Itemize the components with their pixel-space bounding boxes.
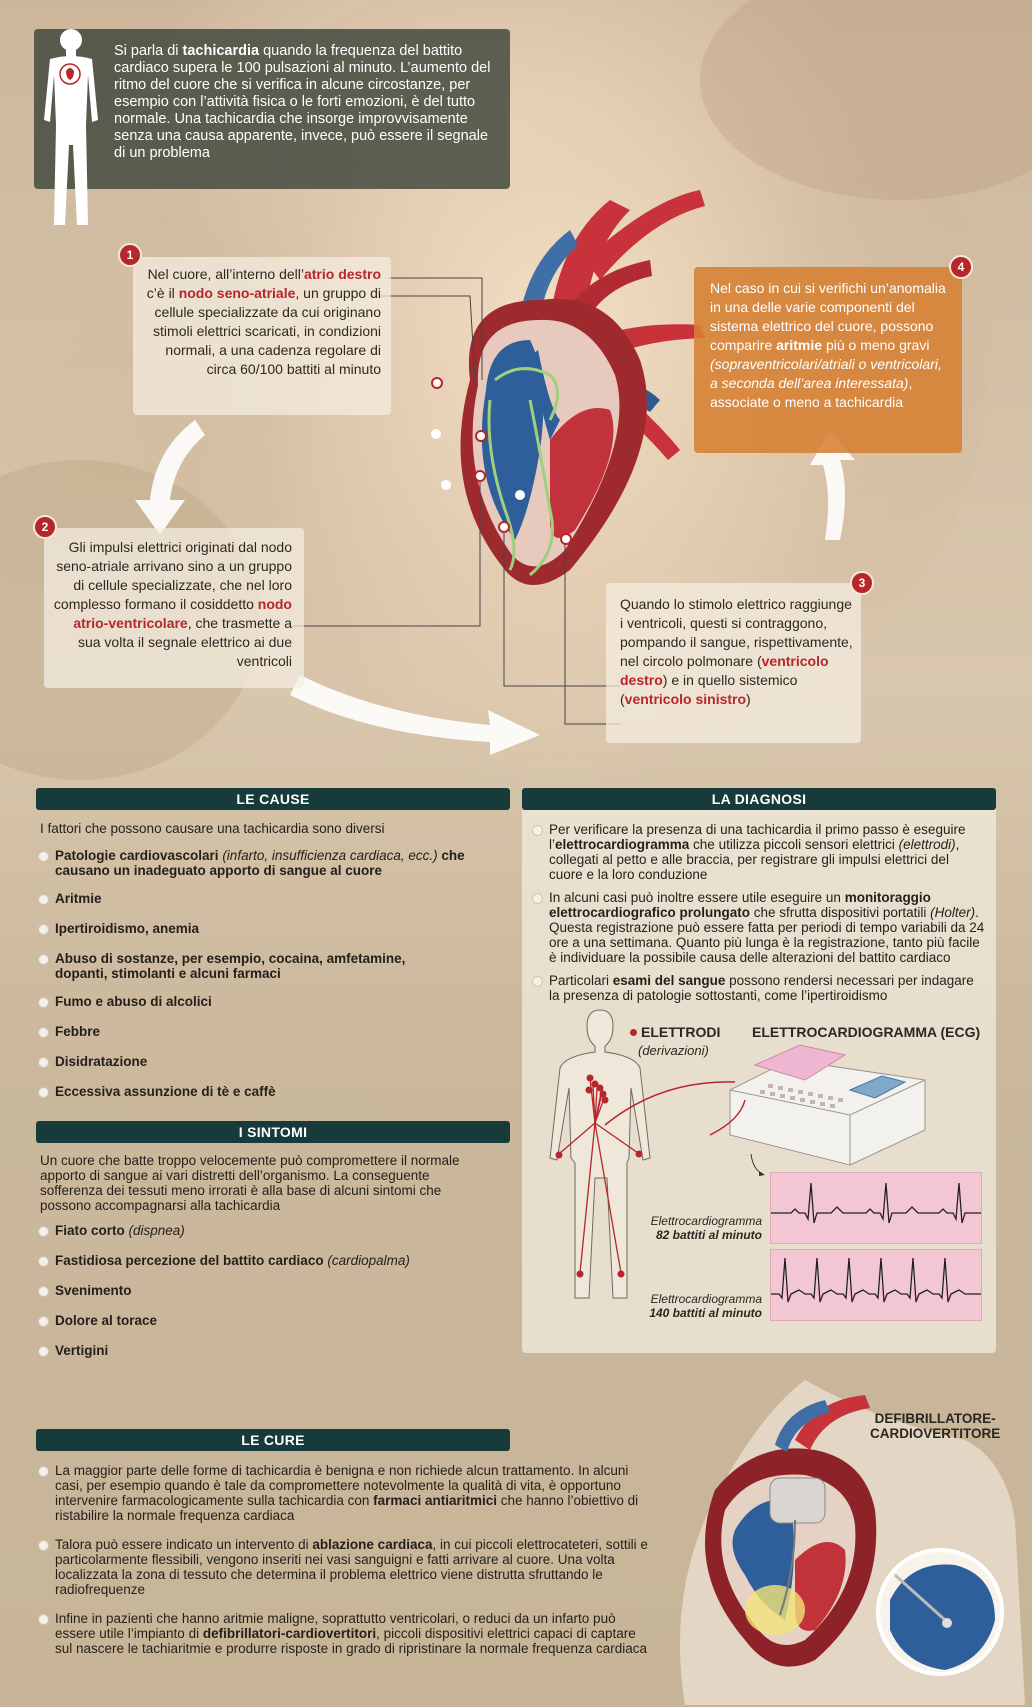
electrode-cable: [600, 1070, 740, 1130]
sintomi-intro: Un cuore che batte troppo velocemente può compromettere il normale apporto di sangue ai vari distretti dell’organismo. La conseguente sofferenza dei tessuti meno irrorati è alla base di alcuni sintomi che possono accompagnarsi alla tachicardia: [40, 1153, 460, 1213]
list-item: Ipertiroidismo, anemia: [36, 921, 476, 936]
list-item: Fumo e abuso di alcolici: [36, 994, 476, 1009]
step-2-box: [44, 528, 304, 688]
list-item: Patologie cardiovascolari (infarto, insufficienza cardiaca, ecc.) che causano un inadeguato apporto di sangue al cuore: [36, 848, 476, 878]
ecg-strip-82: [770, 1172, 982, 1244]
step-2-text: Gli impulsi elettrici originati dal nodo seno-atriale arrivano sino a un gruppo di cellule specializzate, che nel loro complesso formano il cosiddetto nodo atrio-ventricolare, che trasmette a sua volta il segnale elettrico ai due ventricoli: [53, 539, 292, 669]
list-item: Febbre: [36, 1024, 476, 1039]
cause-intro: I fattori che possono causare una tachicardia sono diversi: [40, 821, 385, 836]
step-4-text: Nel caso in cui si verifichi un’anomalia in una delle varie componenti del sistema elettrico del cuore, possono comparire aritmie più o meno gravi (sopraventricolari/atriali o ventricolari, a seconda dell’area interessata), associate o meno a tachicardia: [710, 280, 946, 410]
electrode-dot-icon: [630, 1029, 637, 1036]
cause-section-title: LE CAUSE: [36, 788, 510, 810]
ecg-82-label: Elettrocardiogramma 82 battiti al minuto: [650, 1214, 762, 1242]
list-item: Aritmie: [36, 891, 476, 906]
step-1-number-badge: 1: [118, 243, 142, 267]
ecg-140-label: Elettrocardiogramma 140 battiti al minuto: [649, 1292, 762, 1320]
list-item: Dolore al torace: [36, 1313, 476, 1328]
ecg-trace-82: [771, 1173, 981, 1243]
sintomi-list: [36, 1223, 476, 1358]
ecg-pointer-arrow-icon: [748, 1152, 768, 1177]
cure-list: [36, 1463, 656, 1656]
step-1-box: [133, 257, 391, 415]
list-item: Disidratazione: [36, 1054, 476, 1069]
step-1-text: Nel cuore, all’interno dell’atrio destro c’è il nodo seno-atriale, un gruppo di cellule specializzate da cui originano stimoli elettrici scaricati, in condizioni normali, a una cadenza regolare di circa 60/100 battiti al minuto: [146, 266, 381, 377]
list-item: Eccessiva assunzione di tè e caffè: [36, 1084, 476, 1099]
cure-section-title: LE CURE: [36, 1429, 510, 1451]
list-item: Particolari esami del sangue possono rendersi necessari per indagare la presenza di patologie sottostanti, come l’ipertiroidismo: [530, 973, 985, 1003]
list-item: Talora può essere indicato un intervento di ablazione cardiaca, in cui piccoli elettrocateteri, sottili e particolarmente flessibili, vengono inseriti nei vasi sanguigni e fatti arrivare al cuore. Una volta localizzata la zona di tessuto che determina il problema elettrico viene distrutta sfruttando le radiofrequenze: [36, 1537, 656, 1597]
list-item: La maggior parte delle forme di tachicardia è benigna e non richiede alcun trattamento. In alcuni casi, per esempio quando è tale da compromettere notevolmente la qualità di vita, è opportuno intervenire farmacologicamente sulla tachicardia con farmaci antiaritmici che hanno l’obiettivo di ristabilire la normale frequenza cardiaca: [36, 1463, 656, 1523]
list-item: Abuso di sostanze, per esempio, cocaina, amfetamine, dopanti, stimolanti e alcuni farmaci: [36, 951, 415, 981]
list-item: Infine in pazienti che hanno aritmie maligne, soprattutto ventricolari, o reduci da un infarto può essere utile l’impianto di defibrillatori-cardiovertitori, piccoli dispositivi elettrici capaci di captare sul nascere le tachiaritmie e produrre risposte in grado di ripristinare la normale frequenza cardiaca: [36, 1611, 656, 1656]
step-3-number-badge: 3: [850, 571, 874, 595]
list-item: Fiato corto (dispnea): [36, 1223, 476, 1238]
diagnosi-section-title: LA DIAGNOSI: [522, 788, 996, 810]
ecg-strip-140: [770, 1249, 982, 1321]
ecg-label: ELETTROCARDIOGRAMMA (ECG): [752, 1024, 981, 1040]
step-4-number-badge: 4: [949, 255, 973, 279]
list-item: Vertigini: [36, 1343, 476, 1358]
list-item: Svenimento: [36, 1283, 476, 1298]
sintomi-section-title: I SINTOMI: [36, 1121, 510, 1143]
list-item: Per verificare la presenza di una tachicardia il primo passo è eseguire l’elettrocardiogramma che utilizza piccoli sensori elettrici (elettrodi), collegati al petto e alle braccia, per registrare gli impulsi elettrici del cuore e la loro conduzione: [530, 822, 985, 882]
step-3-text: Quando lo stimolo elettrico raggiunge i ventricoli, questi si contraggono, pompando il sangue, rispettivamente, nel circolo polmonare (ventricolo destro) e in quello sistemico (ventricolo sinistro): [620, 596, 853, 707]
step-3-box: [606, 583, 861, 743]
step-4-box: [694, 267, 962, 453]
electrodes-label: ELETTRODI (derivazioni): [630, 1024, 720, 1060]
list-item: Fastidiosa percezione del battito cardiaco (cardiopalma): [36, 1253, 476, 1268]
step-2-number-badge: 2: [33, 515, 57, 539]
cause-list: [36, 848, 476, 1099]
defibrillator-label: DEFIBRILLATORE- CARDIOVERTITORE: [870, 1411, 1001, 1441]
intro-text: Si parla di tachicardia quando la frequenza del battito cardiaco supera le 100 pulsazioni al minuto. L’aumento del ritmo del cuore che si verifica in alcune circostanze, per esempio con l’attività fisica o le forti emozioni, è del tutto normale. Una tachicardia che insorge improvvisamente senza una causa apparente, invece, può essere il segnale di un problema: [114, 43, 491, 161]
list-item: In alcuni casi può inoltre essere utile eseguire un monitoraggio elettrocardiografico prolungato che sfrutta dispositivi portatili (Holter). Questa registrazione può essere fatta per periodi di tempo variabili da 24 ore a una settimana. Quanto più lunga è la registrazione, tanto più facile è individuare la possibile causa delle alterazioni del battito cardiaco: [530, 890, 985, 965]
ecg-trace-140: [771, 1250, 981, 1320]
diagnosi-list: [530, 822, 985, 1003]
